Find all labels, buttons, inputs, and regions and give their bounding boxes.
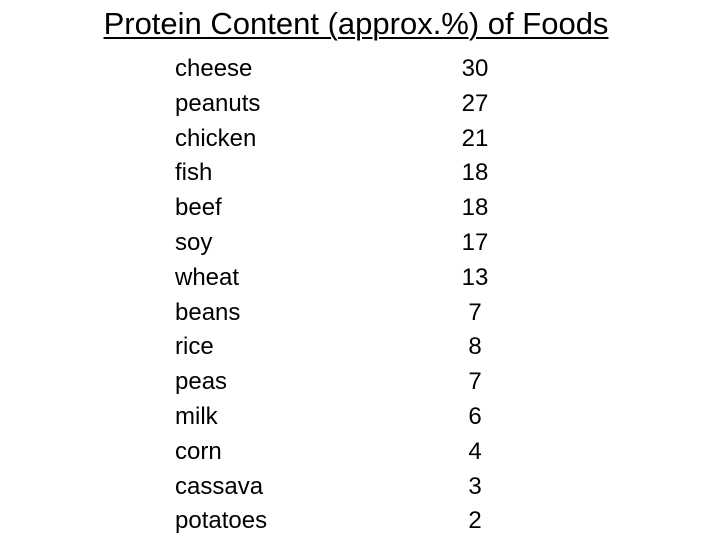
table-row <box>175 296 505 331</box>
protein-value: 4 <box>468 437 482 465</box>
table-row <box>175 365 505 400</box>
food-name: corn <box>175 437 222 465</box>
protein-value: 6 <box>468 402 482 430</box>
food-name: cassava <box>175 472 264 500</box>
table-row <box>175 87 505 122</box>
protein-value: 18 <box>461 194 489 222</box>
food-name: fish <box>175 159 213 187</box>
food-name: rice <box>175 333 214 361</box>
table-row <box>175 52 505 87</box>
table-row <box>175 191 505 226</box>
food-name: chicken <box>175 124 257 152</box>
food-name: milk <box>175 402 218 430</box>
protein-value: 2 <box>468 507 482 535</box>
table-row <box>175 470 505 505</box>
food-name: peanuts <box>175 89 261 117</box>
table-row <box>175 261 505 296</box>
food-name: soy <box>175 228 213 256</box>
protein-value: 30 <box>461 55 489 82</box>
table-row <box>175 122 505 157</box>
food-name: beans <box>175 298 241 326</box>
table-row <box>175 435 505 470</box>
food-name: wheat <box>175 263 240 291</box>
protein-value: 7 <box>468 368 482 396</box>
table-row <box>175 400 505 435</box>
food-name: peas <box>175 368 228 396</box>
protein-value: 3 <box>468 472 482 500</box>
table-row <box>175 330 505 365</box>
protein-value: 27 <box>461 89 489 117</box>
table-row <box>175 504 505 539</box>
food-name: potatoes <box>175 507 268 535</box>
protein-value: 21 <box>461 124 489 152</box>
table-row <box>175 156 505 191</box>
table-row <box>175 226 505 261</box>
protein-value: 18 <box>461 159 489 187</box>
protein-value: 7 <box>468 298 482 326</box>
protein-value: 8 <box>468 333 482 361</box>
food-name: beef <box>175 194 222 222</box>
food-name: cheese <box>175 55 253 82</box>
protein-value: 17 <box>461 228 489 256</box>
protein-value: 13 <box>461 263 489 291</box>
page-title: Protein Content (approx.%) of Foods <box>103 6 609 41</box>
protein-table <box>175 52 505 539</box>
